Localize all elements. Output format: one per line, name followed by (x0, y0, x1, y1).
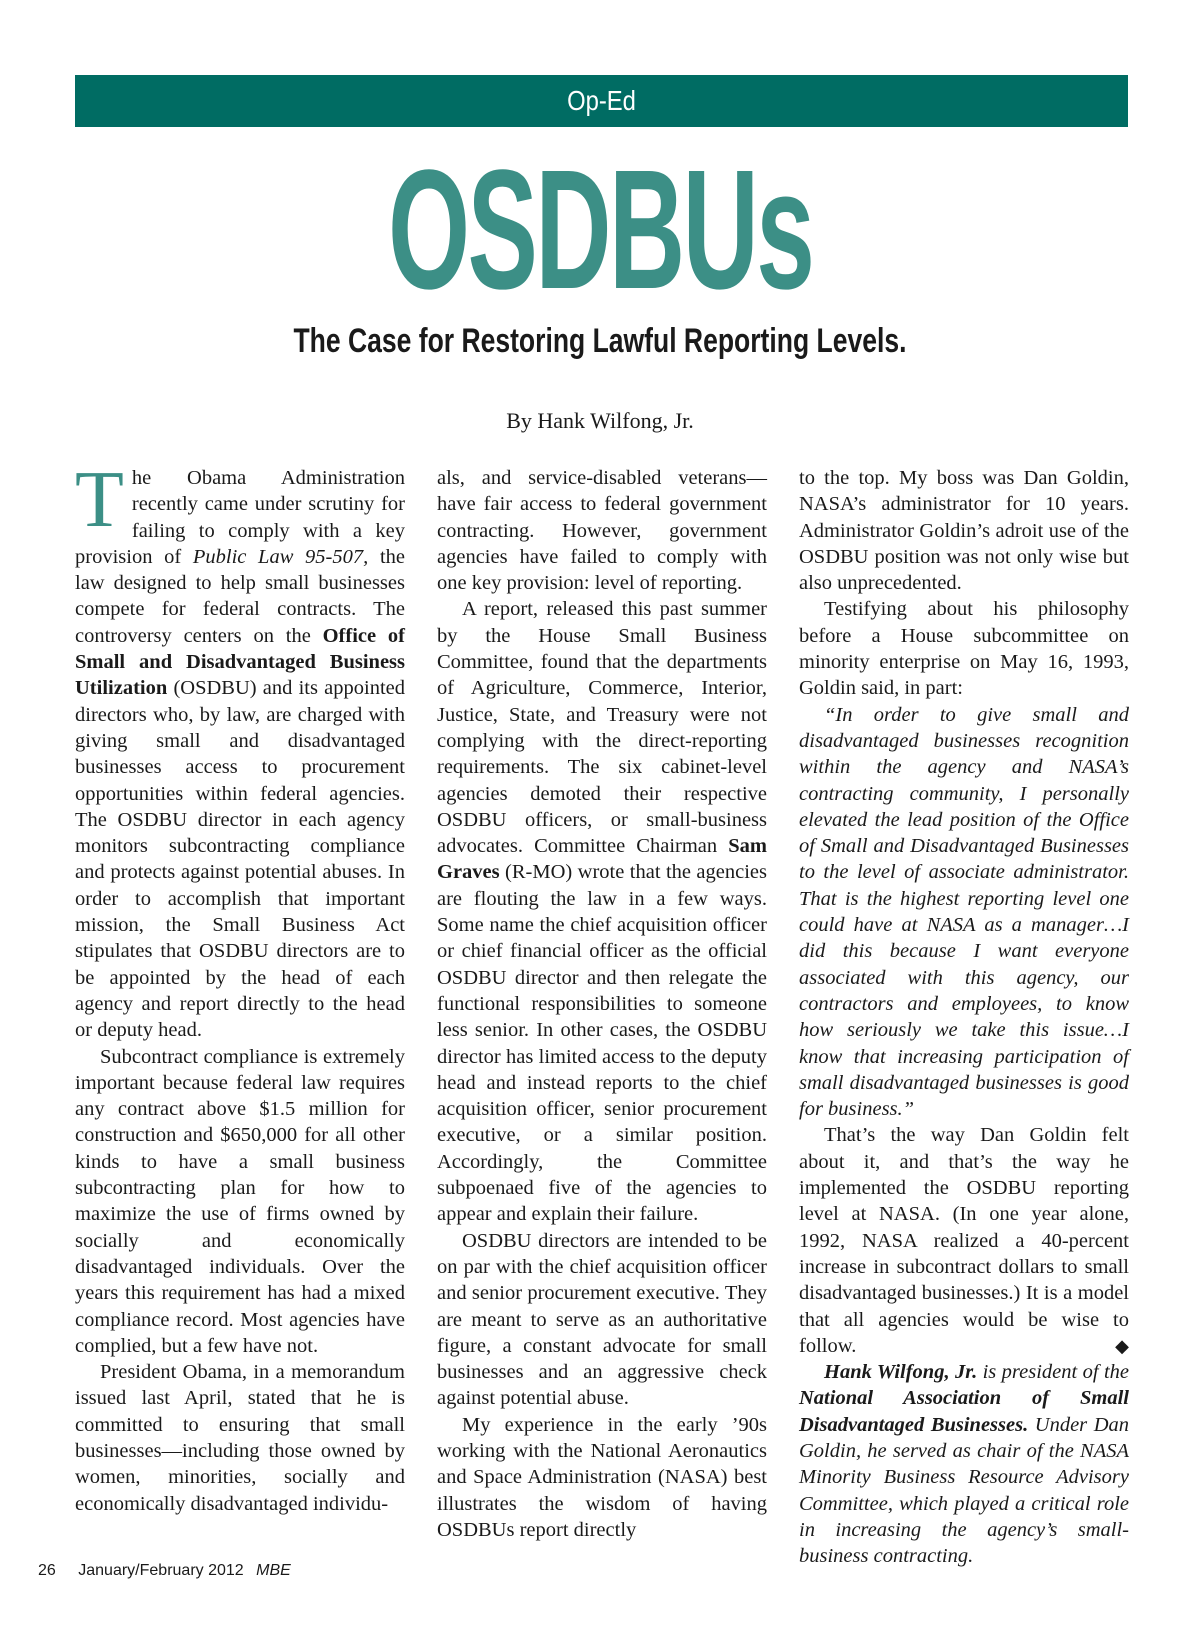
drop-cap: T (75, 456, 124, 544)
end-mark-icon: ◆ (1115, 1335, 1129, 1356)
paragraph: als, and service-disabled veterans—have fair access to federal government contracting. However, government agencies have failed to comply with one key provision: level of reporting. (437, 467, 767, 595)
article-title: OSDBUs (387, 135, 813, 325)
paragraph: to the top. My boss was Dan Goldin, NASA’s administrator for 10 years. Administrator Goldin’s adroit use of the OSDBU position was not only wise but also unprecedented. (799, 467, 1129, 595)
column-3 (799, 465, 1129, 1569)
paragraph: OSDBU directors are intended to be on par with the chief acquisition officer and senior procurement executive. They are meant to serve as an authoritative figure, a constant advocate for small businesses and an aggressive check against potential abuse. (437, 1229, 767, 1410)
magazine-name: MBE (256, 1562, 291, 1579)
author-bio: Hank Wilfong, Jr. is president of the National Association of Small Disadvantaged Businesses. Under Dan Goldin, he served as chair of the NASA Minority Business Resource Advisory Committee, which played a critical role in increasing the agency’s small-business contracting. (799, 1361, 1130, 1568)
column-2 (437, 465, 767, 1543)
byline: By Hank Wilfong, Jr. (506, 408, 694, 433)
paragraph: That’s the way Dan Goldin felt about it, and that’s the way he implemented the OSDBU reporting level at NASA. (In one year alone, 1992, NASA realized a 40-percent increase in subcontract dollars to small disadvantaged businesses.) It is a model that all agencies would be wise to follow. ◆ (799, 1122, 1129, 1359)
paragraph: The Obama Administration recently came under scrutiny for failing to comply with a key provision of Public Law 95-507, the law designed to help small businesses compete for federal contracts. The controversy centers on the Office of Small and Disadvantaged Business Utilization (OSDBU) and its appointed directors who, by law, are charged with giving small and disadvantaged businesses access to procurement opportunities within federal agencies. The OSDBU director in each agency monitors subcontracting compliance and protects against potential abuses. In order to accomplish that important mission, the Small Business Act stipulates that OSDBU directors are to be appointed by the head of each agency and report directly to the head or deputy head. (75, 456, 405, 1042)
issue-date: January/February 2012 (78, 1562, 244, 1579)
page-number: 26 (38, 1562, 56, 1579)
paragraph: Subcontract compliance is extremely important because federal law requires any contract above $1.5 million for construction and $650,000 for all other kinds to have a small business subcontracting plan for how to maximize the use of firms owned by socially and economically disadvantaged individuals. Over the years this requirement has had a mixed compliance record. Most agencies have complied, but a few have not. (75, 1045, 405, 1357)
paragraph: Testifying about his philosophy before a House subcommittee on minority enterprise on May 16, 1993, Goldin said, in part: (799, 598, 1129, 700)
article-subtitle: The Case for Restoring Lawful Reporting Levels. (293, 322, 907, 360)
column-1 (75, 456, 405, 1517)
page-footer (38, 1562, 291, 1580)
section-label: Op-Ed (567, 85, 636, 116)
quotation: “In order to give small and disadvantaged businesses recognition within the agency and NASA’s contracting community, I personally elevated the lead position of the Office of Small and Disadvantaged Businesses to the level of associate administrator. That is the highest reporting level one could have at NASA as a manager…I did this because I want everyone associated with this agency, our contractors and employees, to know how seriously we take this issue…I know that increasing participation of small disadvantaged businesses is good for business.” (799, 703, 1129, 1121)
paragraph: A report, released this past summer by the House Small Business Committee, found that the departments of Agriculture, Commerce, Interior, Justice, State, and Treasury were not complying with the direct-reporting requirements. The six cabinet-level agencies demoted their respective OSDBU officers, or small-business advocates. Committee Chairman Sam Graves (R-MO) wrote that the agencies are flouting the law in a few ways. Some name the chief acquisition officer or chief financial officer as the official OSDBU director and then relegate the functional responsibilities to someone less senior. In other cases, the OSDBU director has limited access to the deputy head and instead reports to the chief acquisition officer, senior procurement executive, or a similar position. Accordingly, the Committee subpoenaed five of the agencies to appear and explain their failure. (437, 598, 767, 1226)
paragraph: My experience in the early ’90s working with the National Aeronautics and Space Administration (NASA) best illustrates the wisdom of having OSDBUs report directly (437, 1413, 767, 1541)
paragraph: President Obama, in a memorandum issued last April, stated that he is committed to ensuring that small businesses—including those owned by women, minorities, socially and economically disadvantaged individu- (75, 1361, 405, 1515)
section-banner (75, 75, 1128, 127)
